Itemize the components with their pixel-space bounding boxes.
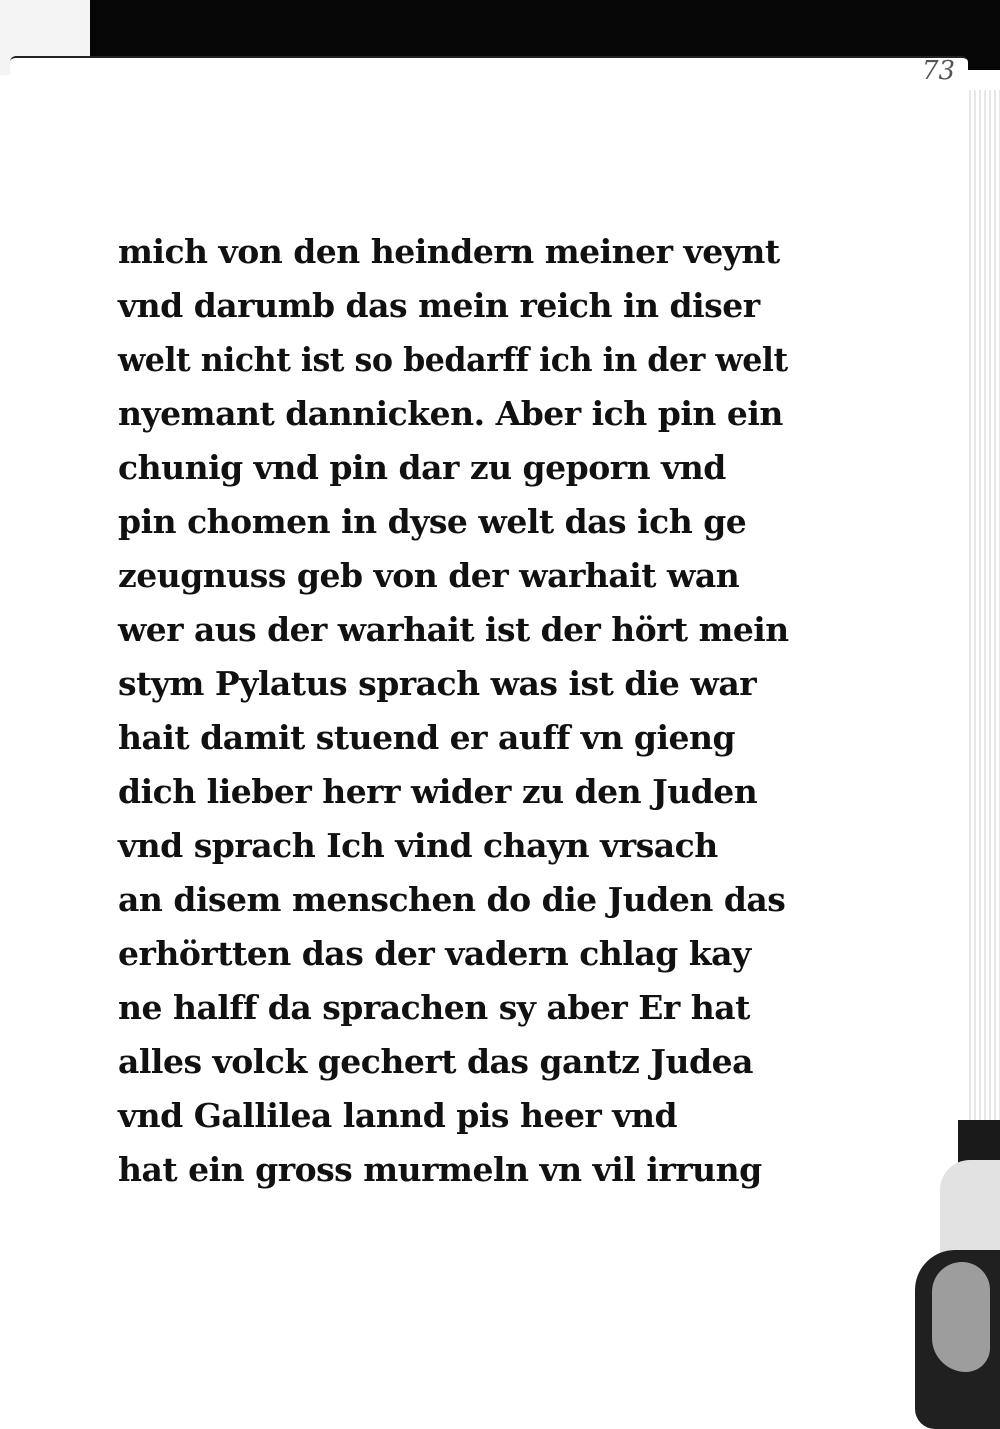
text-line: nyemant dannicken. Aber ich pin ein [118, 394, 783, 433]
text-line: hait damit stuend er auff vn gieng [118, 718, 736, 757]
text-line: mich von den heindern meiner veynt [118, 232, 780, 271]
text-line: hat ein gross murmeln vn vil irrung [118, 1150, 762, 1189]
manuscript-text [118, 225, 798, 1197]
text-line: welt nicht ist so bedarff ich in der welt [118, 340, 788, 379]
text-line: vnd darumb das mein reich in diser [118, 286, 760, 325]
text-line: vnd Gallilea lannd pis heer vnd [118, 1096, 678, 1135]
text-line: alles volck gechert das gantz Judea [118, 1042, 753, 1081]
text-line: ne halff da sprachen sy aber Er hat [118, 988, 750, 1027]
finger [940, 1160, 1000, 1260]
text-line: vnd sprach Ich vind chayn vrsach [118, 826, 718, 865]
thumbnail [932, 1262, 990, 1372]
folio-number: 73 [922, 56, 956, 86]
text-line: an disem menschen do die Juden das [118, 880, 786, 919]
text-line: stym Pylatus sprach was ist die war [118, 664, 757, 703]
text-line: dich lieber herr wider zu den Juden [118, 772, 758, 811]
text-line: erhörtten das der vadern chlag kay [118, 934, 751, 973]
text-line: zeugnuss geb von der warhait wan [118, 556, 740, 595]
text-line: wer aus der warhait ist der hört mein [118, 610, 789, 649]
text-line: pin chomen in dyse welt das ich ge [118, 502, 747, 541]
text-line: chunig vnd pin dar zu geporn vnd [118, 448, 726, 487]
